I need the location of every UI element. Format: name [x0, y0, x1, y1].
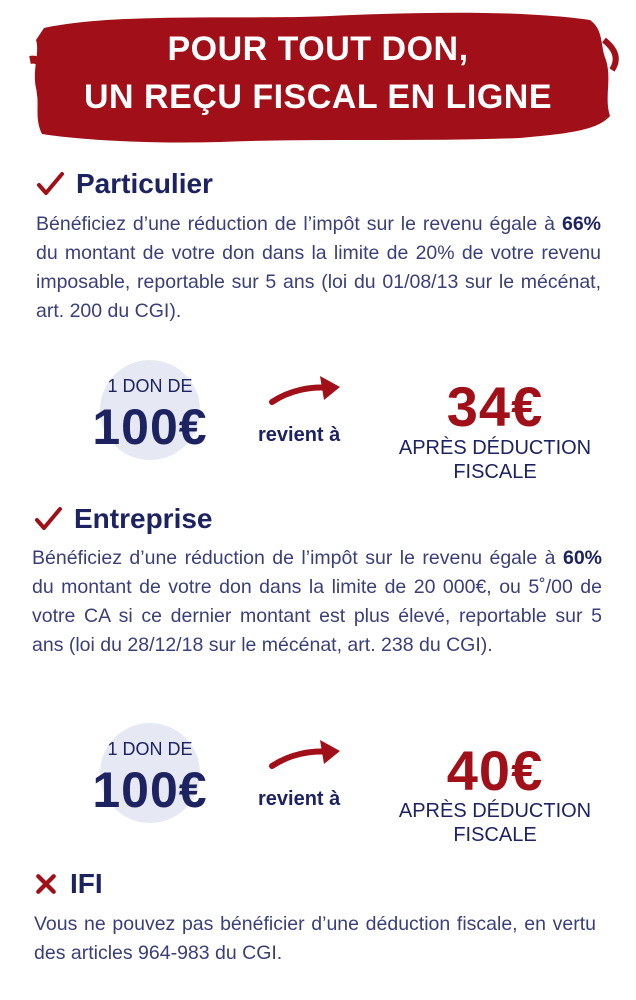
particulier-heading — [36, 168, 213, 200]
particulier-rate: 66% — [561, 213, 601, 235]
brush-stroke-background — [0, 0, 636, 150]
result-label-line-2: FISCALE — [453, 824, 537, 846]
banner-title-line-2: UN REÇU FISCAL EN LIGNE — [83, 78, 552, 116]
don-label: 1 DON DE — [107, 739, 193, 759]
header-banner — [0, 0, 636, 150]
result-amount: 40€ — [446, 739, 544, 802]
result-label — [385, 799, 605, 847]
particulier-description — [36, 210, 601, 326]
particulier-text-before: Bénéficiez d’une réduction de l’impôt sur le revenu égale à — [36, 213, 562, 235]
entreprise-heading — [34, 503, 213, 535]
cross-icon — [34, 872, 58, 896]
result-label-line-1: APRÈS DÉDUCTION — [398, 800, 592, 822]
don-label: 1 DON DE — [107, 376, 193, 396]
revient-label: revient à — [258, 424, 341, 446]
check-icon — [34, 505, 62, 533]
ifi-heading — [34, 868, 103, 900]
entreprise-description — [32, 544, 602, 660]
result-label-line-1: APRÈS DÉDUCTION — [398, 437, 592, 459]
particulier-text-after: du montant de votre don dans la limite de 20% de votre revenu imposable, reportable sur 5 ans (loi du 01/08/13 sur le mécénat, art. 200 du CGI). — [36, 242, 601, 322]
ifi-title: IFI — [70, 868, 103, 899]
ifi-description: Vous ne pouvez pas bénéficier d’une déduction fiscale, en vertu des articles 964-983 du CGI. — [34, 913, 596, 964]
result-label-line-2: FISCALE — [453, 461, 537, 483]
particulier-title: Particulier — [76, 168, 213, 199]
arrow-icon — [268, 736, 344, 772]
result-label — [385, 436, 605, 484]
entreprise-text-after: du montant de votre don dans la limite de 20 000€, ou 5˚/00 de votre CA si ce dernier montant est plus élevé, reportable sur 5 ans (loi du 28/12/18 sur le mécénat, art. 238 du CGI). — [32, 576, 602, 656]
check-icon — [36, 170, 64, 198]
result-amount: 34€ — [446, 375, 544, 438]
arrow-icon — [268, 372, 344, 408]
entreprise-rate: 60% — [562, 547, 602, 569]
don-amount: 100€ — [92, 399, 208, 455]
don-amount: 100€ — [92, 762, 208, 818]
entreprise-text-before: Bénéficiez d’une réduction de l’impôt sur le revenu égale à — [32, 547, 563, 569]
banner-title-line-1: POUR TOUT DON, — [167, 30, 469, 68]
revient-label: revient à — [258, 788, 341, 810]
entreprise-title: Entreprise — [74, 503, 213, 534]
